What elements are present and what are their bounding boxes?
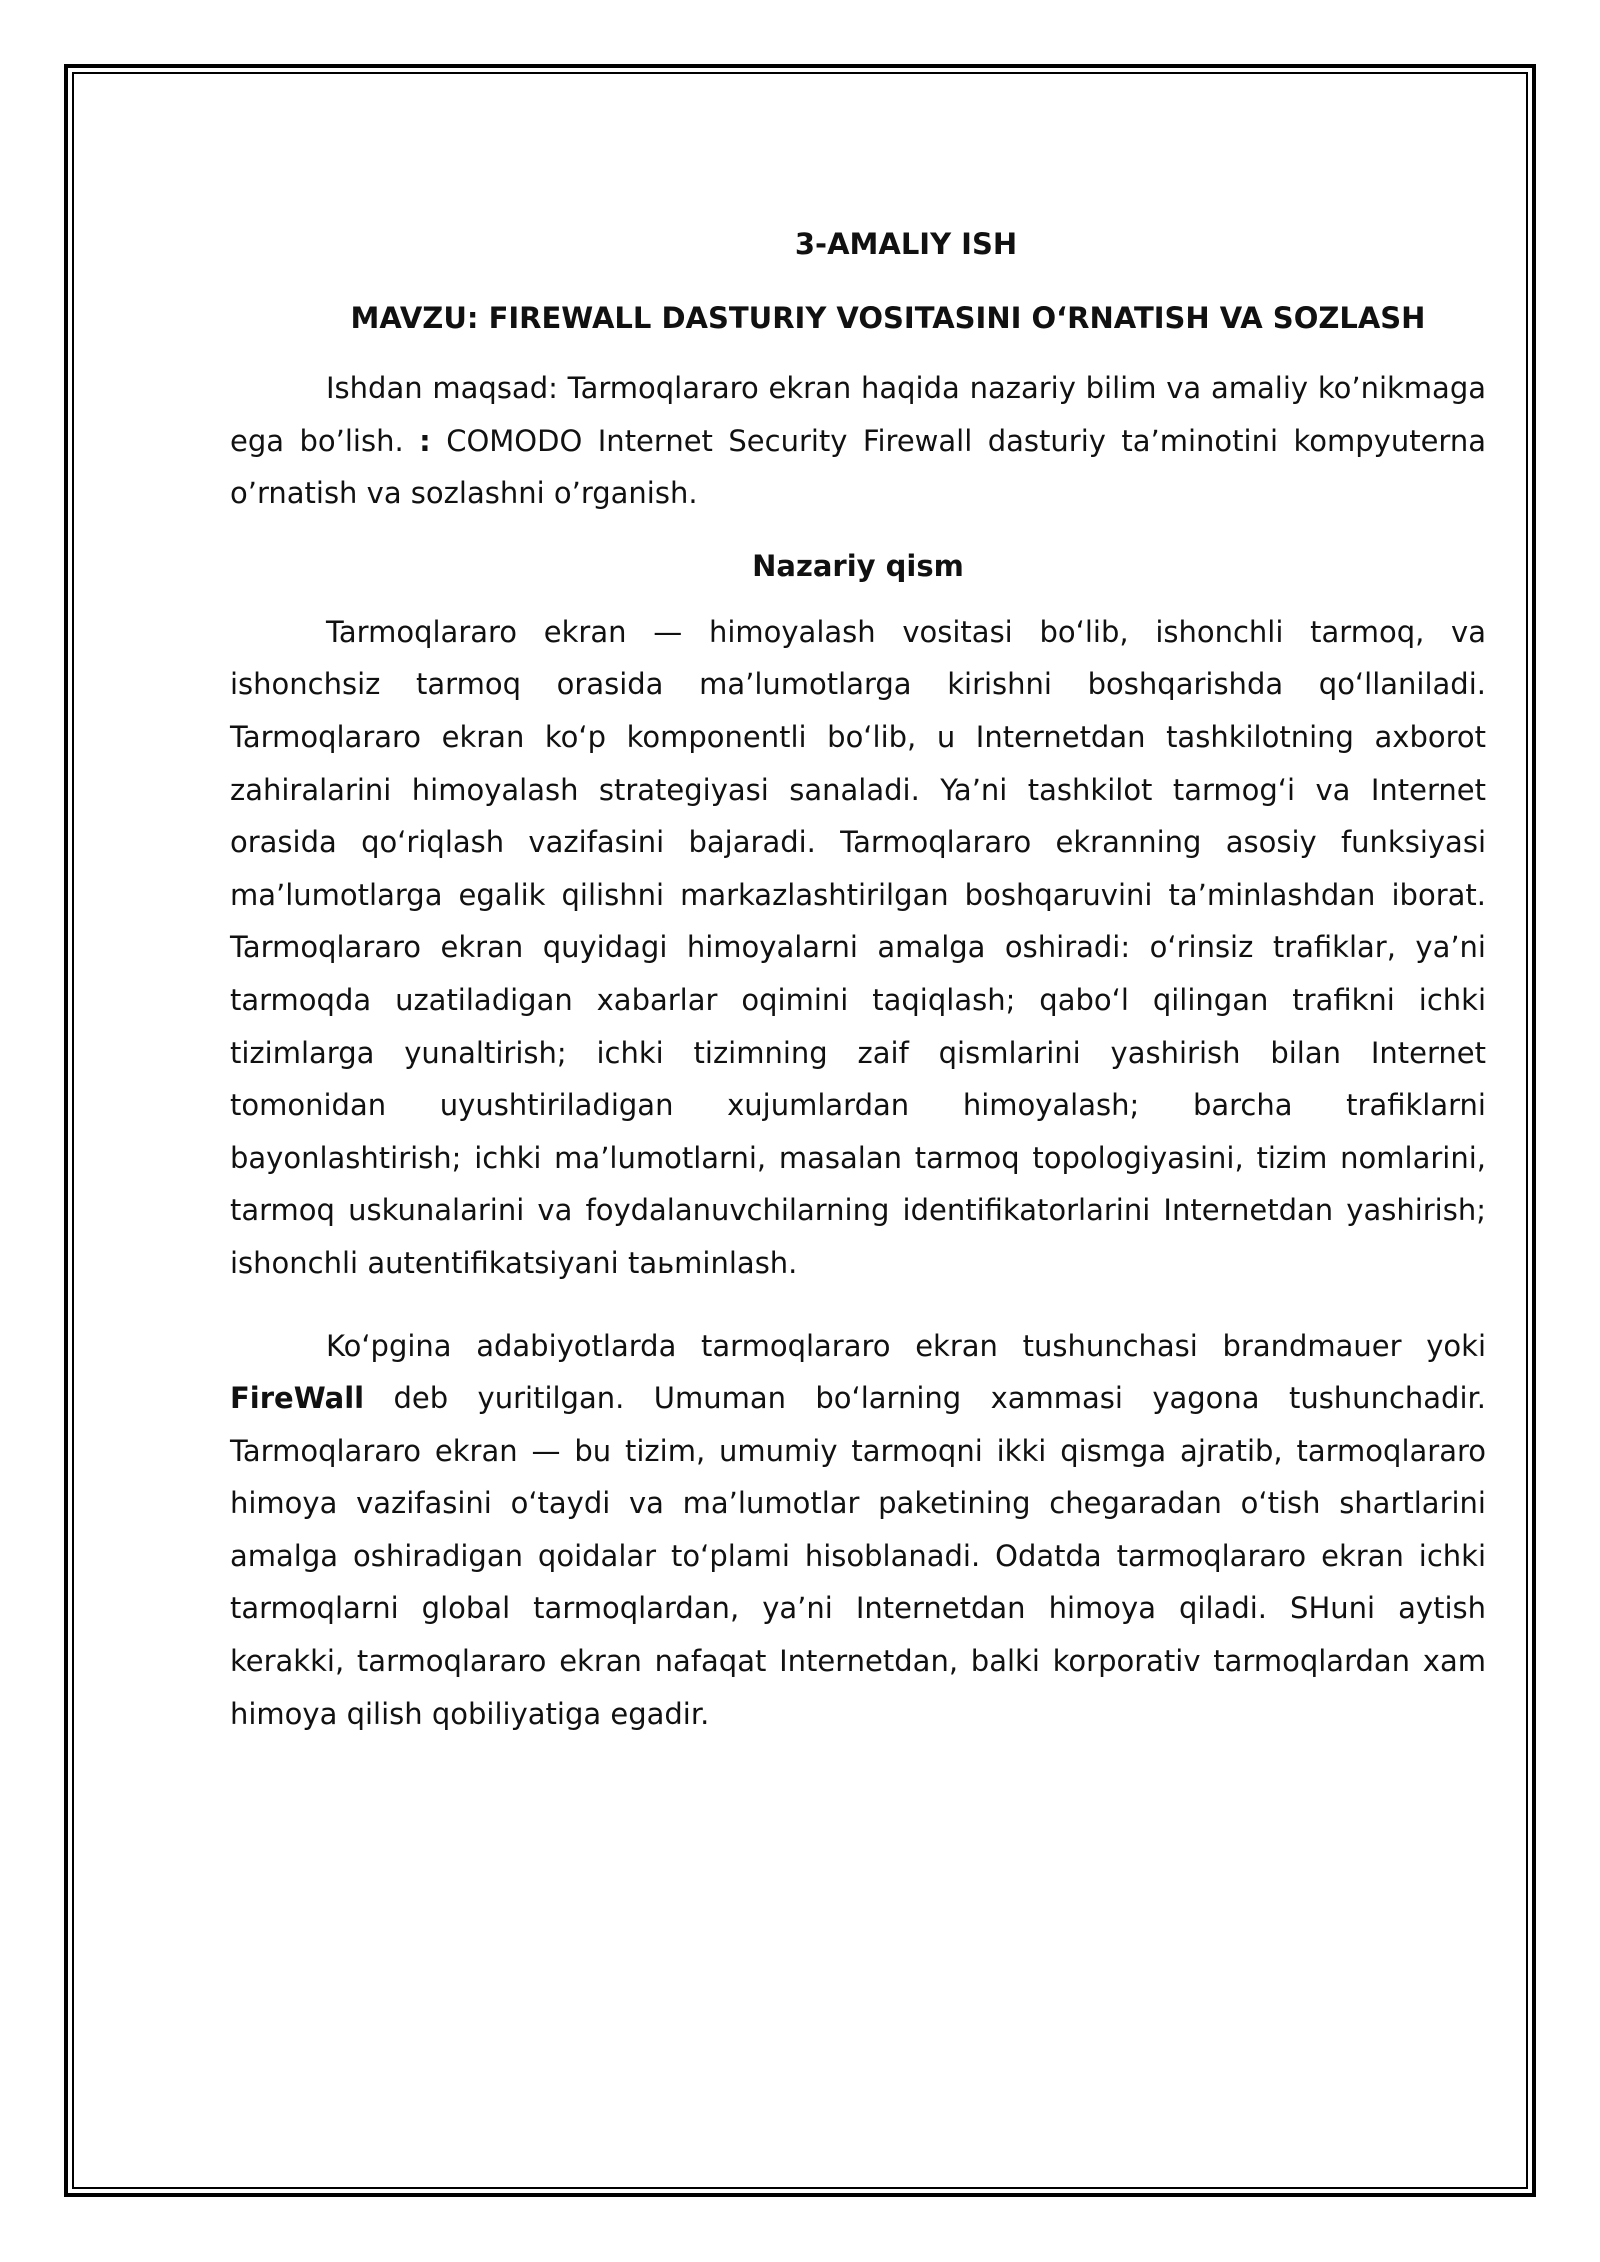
aim-paragraph bbox=[230, 362, 1486, 520]
aim-text-before: Ishdan maqsad: Tarmoqlararo ekran haqida nazariy bilim va amaliy ko’nikmaga ega bo’lish. bbox=[230, 371, 1486, 458]
document-subtitle: MAVZU: FIREWALL DASTURIY VOSITASINI O‘RNATISH VA SOZLASH bbox=[350, 301, 1426, 335]
theory-paragraph-1: Tarmoqlararo ekran — himoyalash vositasi bo‘lib, ishonchli tarmoq, va ishonchsiz tarmoq orasida ma’lumotlarga kirishni boshqarishda qo‘llaniladi. Tarmoqlararo ekran ko‘p komponentli bo‘lib, u Internetdan tashkilotning axborot zahiralarini himoyalash strategiyasi sanaladi. Ya’ni tashkilot tarmog‘i va Internet orasida qo‘riqlash vazifasini bajaradi. Tarmoqlararo ekranning asosiy funksiyasi ma’lumotlarga egalik qilishni markazlashtirilgan boshqaruvini ta’minlashdan iborat. Tarmoqlararo ekran quyidagi himoyalarni amalga oshiradi: o‘rinsiz trafiklar, ya’ni tarmoqda uzatiladigan xabarlar oqimini taqiqlash; qabo‘l qilingan trafikni ichki tizimlarga yunaltirish; ichki tizimning zaif qismlarini yashirish bilan Internet tomonidan uyushtiriladigan xujumlardan himoyalash; barcha trafiklarni bayonlashtirish; ichki ma’lumotlarni, masalan tarmoq topologiyasini, tizim nomlarini, tarmoq uskunalarini va foydalanuvchilarning identifikatorlarini Internetdan yashirish; ishonchli autentifikatsiyani taьminlash. bbox=[230, 614, 1486, 1280]
section-heading: Nazariy qism bbox=[752, 548, 964, 583]
theory-paragraph-2 bbox=[230, 1320, 1486, 1741]
paragraph2-text-after: deb yuritilgan. Umuman bo‘larning xammasi yagona tushunchadir. Tarmoqlararo ekran — bu tizim, umumiy tarmoqni ikki qismga ajratib, tarmoqlararo himoya vazifasini o‘taydi va ma’lumotlar paketining chegaradan o‘tish shartlarini amalga oshiradigan qoidalar to‘plami hisoblanadi. Odatda tarmoqlararo ekran ichki tarmoqlarni global tarmoqlardan, ya’ni Internetdan himoya qiladi. SHuni aytish kerakki, tarmoqlararo ekran nafaqat Internetdan, balki korporativ tarmoqlardan xam himoya qilish qobiliyatiga egadir. bbox=[230, 1381, 1486, 1731]
document-body bbox=[230, 218, 1486, 1740]
firewall-term: FireWall bbox=[230, 1381, 365, 1416]
aim-bold-colon: : bbox=[419, 423, 431, 458]
aim-text-after: COMODO Internet Security Firewall dasturiy ta’minotini kompyuterna o’rnatish va sozlashni o’rganish. bbox=[230, 423, 1486, 511]
document-title: 3-AMALIY ISH bbox=[794, 227, 1018, 261]
paragraph2-text-before: Ko‘pgina adabiyotlarda tarmoqlararo ekran tushunchasi brandmauer yoki bbox=[326, 1328, 1486, 1363]
